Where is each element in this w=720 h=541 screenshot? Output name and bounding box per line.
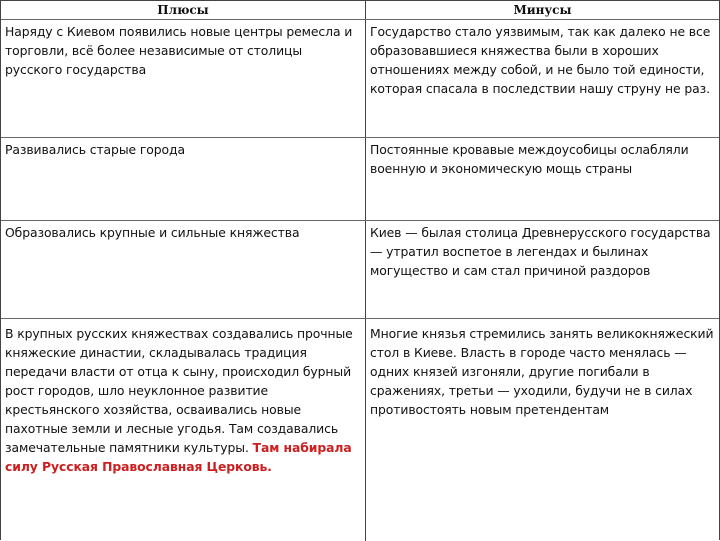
table-row: [1, 319, 719, 541]
cons-cell: Государство стало уязвимым, так как далеко не все образовавшиеся княжества были в хороших отношениях между собой, и не было той единости, которая спасала в последствии нашу струну не раз.: [370, 24, 711, 96]
pros-header: Плюсы: [157, 3, 209, 17]
header-row: [1, 1, 719, 20]
cons-header: Минусы: [513, 3, 572, 17]
pros-cell: [5, 324, 363, 476]
cons-cell: Постоянные кровавые междоусобицы ослабляли военную и экономическую мощь страны: [370, 142, 689, 176]
table-row: [1, 221, 719, 319]
pros-cell: Развивались старые города: [5, 142, 185, 157]
church-highlight: Там набирала силу Русская Православная Церковь.: [5, 440, 352, 474]
table-row: [1, 20, 719, 138]
pros-cell: Наряду с Киевом появились новые центры ремесла и торговли, всё более независимые от столицы русского государства: [5, 24, 353, 77]
cons-cell: Киев — былая столица Древнерусского государства — утратил воспетое в легендах и былинах могущество и сам стал причиной раздоров: [370, 225, 711, 278]
pros-cell: Образовались крупные и сильные княжества: [5, 225, 300, 240]
table-row: [1, 138, 719, 221]
pros-cell-text: В крупных русских княжествах создавались прочные княжеские династии, складывалась традиция передачи власти от отца к сыну, происходил бурный рост городов, шло неуклонное развитие крестьянского хозяйства, осваивались новые пахотные земли и лесные угодья. Там создавались замечательные памятники культуры.: [5, 326, 353, 455]
cons-cell: Многие князья стремились занять великокняжеский стол в Киеве. Власть в городе часто менялась — одних князей изгоняли, другие погибали в сражениях, третьи — уходили, будучи не в силах противостоять новым претендентам: [370, 326, 714, 417]
